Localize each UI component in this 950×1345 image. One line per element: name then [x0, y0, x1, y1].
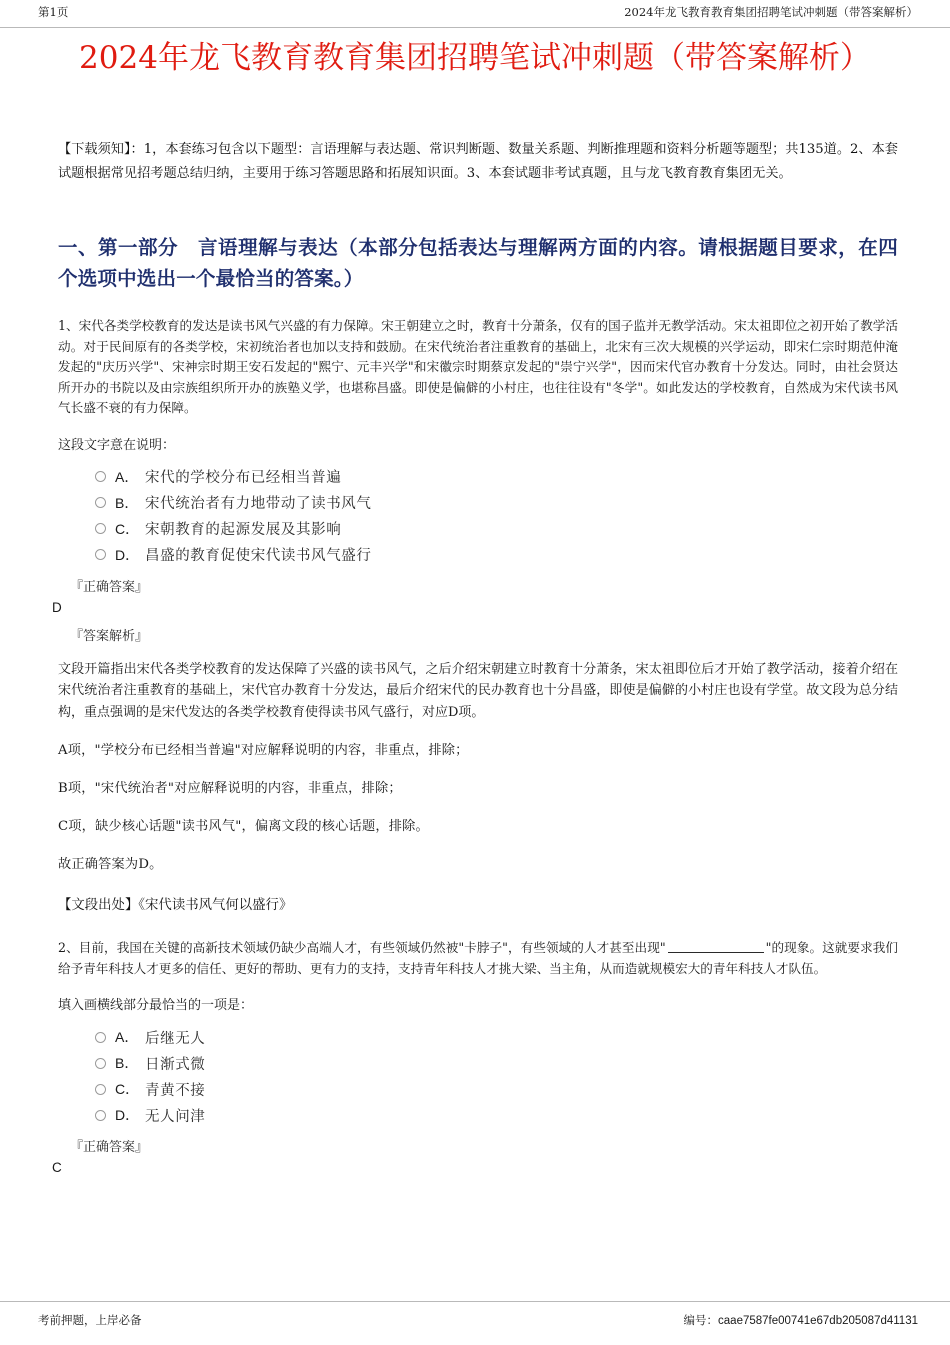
footer-code-value: caae7587fe00741e67db205087d41131: [718, 1315, 918, 1327]
question-1-analysis-conclusion: 故正确答案为D。: [58, 857, 163, 872]
option-label: 日渐式微: [145, 1056, 206, 1073]
option-letter: A．: [115, 1029, 139, 1045]
page-footer: [0, 1301, 950, 1345]
question-1-analysis-item: B项，"宋代统治者"对应解释说明的内容，非重点，排除；: [58, 781, 402, 796]
option-label: 青黄不接: [145, 1082, 206, 1099]
question-2-prompt: 填入画横线部分最恰当的一项是：: [58, 998, 254, 1013]
question-1-answer-label: 『正确答案』: [70, 579, 149, 595]
question-1-analysis-label: 『答案解析』: [70, 628, 149, 644]
question-2-options: [0, 1024, 950, 1128]
option-row[interactable]: [95, 464, 950, 490]
question-block-1: [0, 316, 950, 916]
option-row[interactable]: [95, 1050, 950, 1076]
option-letter: D．: [115, 1107, 140, 1123]
question-1-analysis-item: C项，缺少核心话题"读书风气"，偏离文段的核心话题，排除。: [58, 819, 429, 834]
fill-in-blank: [668, 940, 764, 953]
question-1-source: 【文段出处】《宋代读书风气何以盛行》: [58, 898, 293, 913]
radio-button-icon[interactable]: [95, 549, 106, 560]
option-letter: C．: [115, 1081, 140, 1097]
page-title: 2024年龙飞教育教育集团招聘笔试冲刺题（带答案解析）: [79, 40, 871, 76]
question-1-prompt: 这段文字意在说明：: [58, 437, 176, 453]
radio-button-icon[interactable]: [95, 497, 106, 508]
radio-button-icon[interactable]: [95, 1058, 106, 1069]
document-body: [0, 138, 950, 1177]
option-letter: B．: [115, 494, 139, 511]
option-row[interactable]: [95, 516, 950, 542]
option-letter: D．: [115, 546, 140, 563]
question-1-number: 1、: [58, 318, 79, 333]
question-1-analysis-paragraph: 文段开篇指出宋代各类学校教育的发达保障了兴盛的读书风气，之后介绍宋朝建立时教育十分萧条，宋太祖即位后才开始了教学活动，接着介绍在宋代统治者注重教育的基础上，宋代官办教育十分发达，最后介绍宋代的民办教育也十分昌盛，即使是偏僻的小村庄也设有学堂。故文段为总分结构，重点强调的是宋代发达的各类学校教育使得读书风气盛行，对应D项。: [58, 661, 898, 720]
option-row[interactable]: [95, 1102, 950, 1128]
option-label: 宋代统治者有力地带动了读书风气: [145, 496, 372, 512]
option-letter: B．: [115, 1055, 139, 1071]
question-2-answer-value: C: [52, 1160, 62, 1175]
page-number-label: 第1页: [38, 5, 69, 19]
question-1-answer-value: D: [52, 599, 62, 615]
section-heading-part-one: 一、第一部分 言语理解与表达（本部分包括表达与理解两方面的内容。请根据题目要求，在四个选项中选出一个最恰当的答案。）: [58, 236, 898, 290]
page-header: [0, 0, 950, 28]
radio-button-icon[interactable]: [95, 1084, 106, 1095]
option-row[interactable]: [95, 490, 950, 516]
footer-document-code: [684, 1312, 918, 1329]
question-2-stem: [58, 938, 898, 979]
option-label: 昌盛的教育促使宋代读书风气盛行: [145, 548, 372, 564]
radio-button-icon[interactable]: [95, 1032, 106, 1043]
question-1-stem: [58, 316, 898, 419]
question-2-number: 2、: [58, 940, 79, 955]
option-label: 宋朝教育的起源发展及其影响: [145, 522, 342, 538]
download-notice: 【下载须知】：1，本套练习包含以下题型：言语理解与表达题、常识判断题、数量关系题、判断推理题和资料分析题等题型；共135道。2、本套试题根据常见招考题总结归纳，主要用于练习答题思路和拓展知识面。3、本套试题非考试真题，且与龙飞教育教育集团无关。: [58, 142, 898, 181]
footer-slogan: 考前押题，上岸必备: [38, 1313, 142, 1327]
footer-code-label: 编号：: [683, 1313, 719, 1327]
question-1-options: [0, 464, 950, 568]
question-2-text-before-blank: 目前，我国在关键的高新技术领域仍缺少高端人才，有些领域仍然被"卡脖子"，有些领域的人才甚至出现": [78, 940, 666, 955]
option-label: 后继无人: [145, 1030, 206, 1047]
option-row[interactable]: [95, 1076, 950, 1102]
question-1-analysis-item: A项，"学校分布已经相当普遍"对应解释说明的内容，非重点，排除；: [58, 743, 469, 758]
question-block-2: [0, 938, 950, 1177]
running-title: 2024年龙飞教育教育集团招聘笔试冲刺题（带答案解析）: [624, 5, 918, 19]
option-label: 宋代的学校分布已经相当普遍: [145, 470, 342, 486]
option-label: 无人问津: [145, 1108, 206, 1125]
question-1-text: 宋代各类学校教育的发达是读书风气兴盛的有力保障。宋王朝建立之时，教育十分萧条，仅有的国子监并无教学活动。宋太祖即位之初开始了教学活动。对于民间原有的各类学校，宋初统治者也加以支持和鼓励。在宋代统治者注重教育的基础上，北宋有三次大规模的兴学运动，即宋仁宗时期范仲淹发起的"庆历兴学"、宋神宗时期王安石发起的"熙宁、元丰兴学"和宋徽宗时期蔡京发起的"崇宁兴学"，因而宋代官办教育十分发达。同时，由社会贤达所开办的书院以及由宗族组织所开办的族塾义学，也堪称昌盛。即使是偏僻的小村庄，也往往设有"冬学"。如此发达的学校教育，自然成为宋代读书风气长盛不衰的有力保障。: [58, 318, 899, 415]
option-letter: A．: [115, 468, 139, 485]
question-2-text-after-blank: "的现象。这就要求我们给予青年科技人才更多的信任、更好的帮助、更有力的支持，支持青年科技人才挑大梁、当主角，从而造就规模宏大的青年科技人才队伍。: [58, 940, 898, 976]
radio-button-icon[interactable]: [95, 1110, 106, 1121]
radio-button-icon[interactable]: [95, 523, 106, 534]
option-letter: C．: [115, 520, 140, 537]
option-row[interactable]: [95, 1024, 950, 1050]
radio-button-icon[interactable]: [95, 471, 106, 482]
option-row[interactable]: [95, 542, 950, 568]
question-2-answer-label: 『正确答案』: [70, 1140, 149, 1155]
